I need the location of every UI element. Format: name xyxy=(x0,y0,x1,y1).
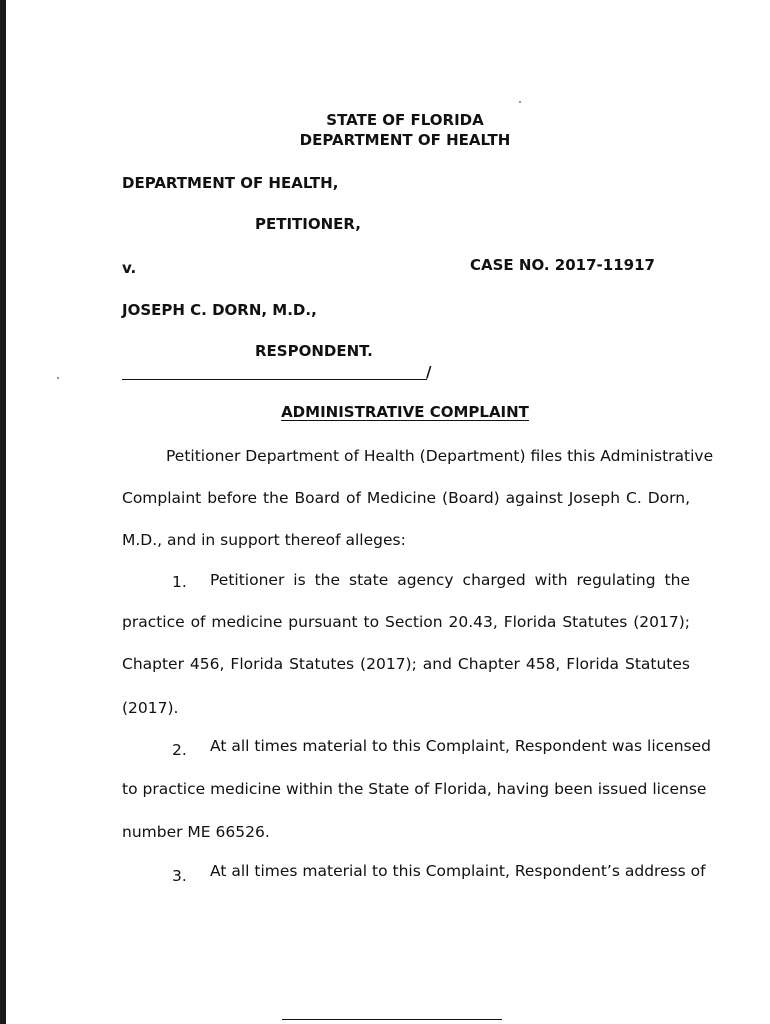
petitioner-name: DEPARTMENT OF HEALTH, xyxy=(122,174,339,192)
para2-line-3: number ME 66526. xyxy=(122,823,270,841)
case-number: CASE NO. 2017-11917 xyxy=(470,256,655,274)
para1-line-2: practice of medicine pursuant to Section 20.43, Florida Statutes (2017); xyxy=(122,613,690,631)
intro-line-2: Complaint before the Board of Medicine (Board) against Joseph C. Dorn, xyxy=(122,489,690,507)
page-binding-edge xyxy=(0,0,6,1024)
respondent-role: RESPONDENT. xyxy=(255,342,373,360)
scan-speck xyxy=(57,377,59,379)
para3-number: 3. xyxy=(172,867,187,885)
para3-line-1: At all times material to this Complaint, Respondent’s address of xyxy=(210,862,706,880)
header-state: STATE OF FLORIDA xyxy=(326,111,484,129)
intro-line-3: M.D., and in support thereof alleges: xyxy=(122,531,406,549)
respondent-name: JOSEPH C. DORN, M.D., xyxy=(122,301,317,319)
document-title: ADMINISTRATIVE COMPLAINT xyxy=(281,403,529,421)
para2-line-1: At all times material to this Complaint, Respondent was licensed xyxy=(210,737,711,755)
para1-line-1: Petitioner is the state agency charged with regulating the xyxy=(210,571,690,589)
para1-number: 1. xyxy=(172,573,187,591)
versus-label: v. xyxy=(122,259,137,277)
petitioner-role: PETITIONER, xyxy=(255,215,361,233)
caption-slash: / xyxy=(426,363,432,381)
footer-rule xyxy=(282,1019,502,1020)
para1-line-3: Chapter 456, Florida Statutes (2017); and Chapter 458, Florida Statutes xyxy=(122,655,690,673)
para2-number: 2. xyxy=(172,741,187,759)
header-department: DEPARTMENT OF HEALTH xyxy=(299,131,511,149)
para1-line-4: (2017). xyxy=(122,699,179,717)
para2-line-2: to practice medicine within the State of Florida, having been issued license xyxy=(122,780,707,798)
scan-speck xyxy=(519,101,521,103)
intro-line-1: Petitioner Department of Health (Department) files this Administrative xyxy=(166,447,714,465)
caption-rule xyxy=(122,379,427,380)
